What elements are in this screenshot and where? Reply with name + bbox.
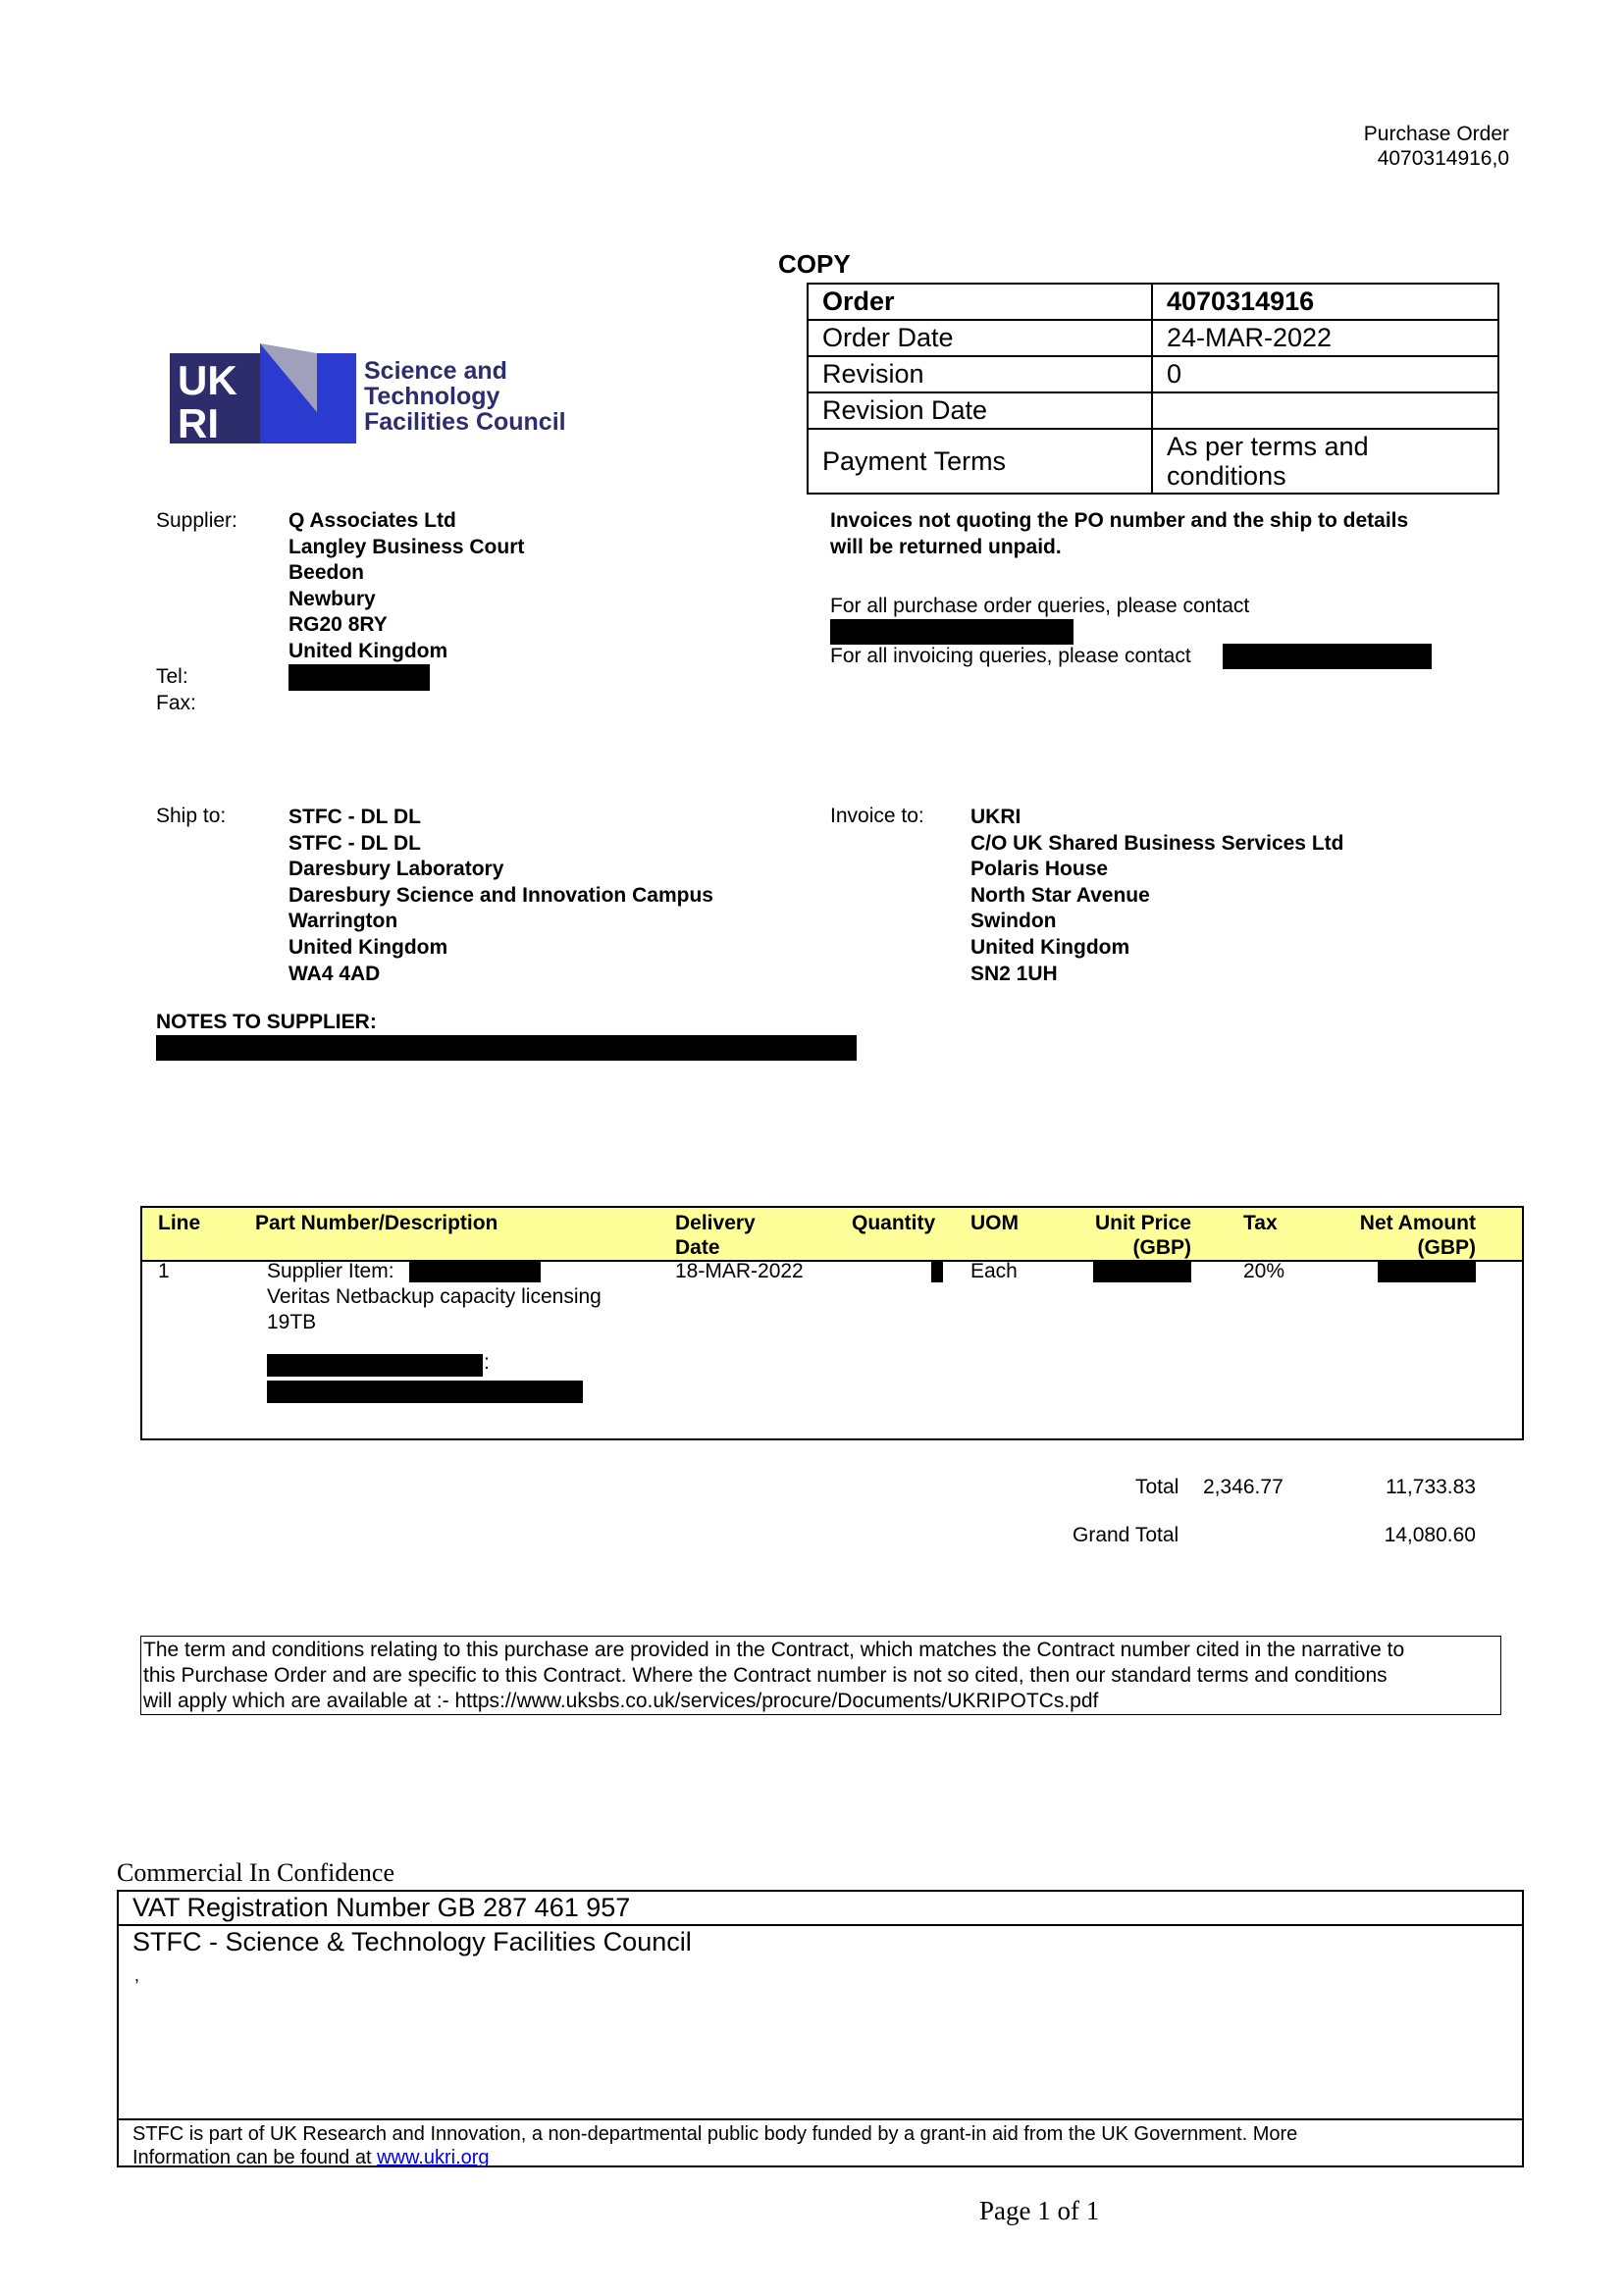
terms-line1: The term and conditions relating to this purchase are provided in the Contract, which matches the Contract number cited in the narrative to (143, 1639, 1405, 1661)
order-summary-box (807, 283, 1499, 495)
address-line: Newbury (288, 587, 376, 610)
footer-info (119, 2118, 1522, 2168)
col-delivery-line1: Delivery (675, 1212, 756, 1234)
footer-info-line1: STFC is part of UK Research and Innovation, a non-departmental public body funded by a grant-in aid from the UK Government. More (132, 2123, 1298, 2145)
address-line: RG20 8RY (288, 613, 388, 637)
row-description-2: 19TB (267, 1311, 317, 1333)
row-description-1: Veritas Netbackup capacity licensing (267, 1285, 602, 1308)
document-reference: 4070314916,0 (1377, 147, 1509, 170)
logo-line2: Technology (364, 383, 500, 410)
revision-date-key: Revision Date (808, 392, 1152, 429)
copy-label: COPY (778, 249, 851, 279)
line-items-table (140, 1206, 1524, 1440)
col-part: Part Number/Description (255, 1212, 498, 1234)
row-tax: 20% (1243, 1260, 1285, 1282)
revision-value: 0 (1152, 356, 1498, 392)
address-line: United Kingdom (970, 935, 1130, 959)
col-unit-price-line2: (GBP) (1132, 1236, 1191, 1259)
address-line: C/O UK Shared Business Services Ltd (970, 831, 1344, 855)
invoice-queries-text: For all invoicing queries, please contact (830, 645, 1191, 667)
redacted-net-amount (1378, 1261, 1476, 1282)
order-value: 4070314916 (1152, 284, 1498, 320)
footer-info-line2 (132, 2146, 1522, 2169)
address-line: Q Associates Ltd (288, 509, 456, 532)
order-date-value: 24-MAR-2022 (1152, 320, 1498, 356)
address-line: STFC - DL DL (288, 806, 421, 828)
redacted-tel (288, 664, 430, 691)
address-line: SN2 1UH (970, 962, 1058, 985)
order-date-key: Order Date (808, 320, 1152, 356)
address-line: United Kingdom (288, 639, 448, 662)
redacted-invoice-contact (1223, 644, 1432, 669)
po-queries-text: For all purchase order queries, please contact (830, 595, 1250, 617)
payment-terms-key: Payment Terms (808, 429, 1152, 494)
revision-date-row (808, 392, 1498, 429)
fax-label: Fax: (156, 692, 196, 714)
vat-registration: VAT Registration Number GB 287 461 957 (119, 1892, 1522, 1926)
order-key: Order (808, 284, 1152, 320)
footer-info-prefix: Information can be found at (132, 2147, 378, 2168)
document-header (1364, 122, 1509, 171)
row-delivery-date: 18-MAR-2022 (675, 1260, 804, 1282)
supplier-label: Supplier: (156, 509, 237, 532)
redacted-quantity (931, 1261, 943, 1282)
row-colon: : (484, 1351, 490, 1374)
col-unit-price (1085, 1211, 1191, 1260)
grand-total-value: 14,080.60 (1384, 1524, 1476, 1546)
revision-row (808, 356, 1498, 392)
organisation-name: STFC - Science & Technology Facilities Council (132, 1927, 692, 1956)
address-line: North Star Avenue (970, 883, 1150, 907)
terms-line3: will apply which are available at :- https://www.uksbs.co.uk/services/procure/Documents/UKRIPOTCs.pdf (143, 1690, 1099, 1712)
address-line: Langley Business Court (288, 535, 525, 558)
footer-box (117, 1890, 1524, 2167)
tel-label: Tel: (156, 665, 188, 688)
terms-box (140, 1636, 1501, 1715)
payment-terms-line1: As per terms and (1167, 432, 1369, 461)
col-tax: Tax (1243, 1212, 1278, 1234)
address-line: Warrington (288, 910, 398, 933)
total-tax: 2,346.77 (1203, 1476, 1283, 1498)
payment-terms-value (1152, 429, 1498, 494)
col-unit-price-line1: Unit Price (1094, 1212, 1191, 1234)
address-line: UKRI (970, 806, 1022, 828)
invoice-notice (830, 508, 1408, 560)
total-label: Total (1135, 1476, 1179, 1498)
address-line: STFC - DL DL (288, 831, 421, 855)
ship-to-label: Ship to: (156, 805, 227, 827)
commercial-in-confidence: Commercial In Confidence (117, 1858, 395, 1887)
logo-line3: Facilities Council (364, 408, 566, 436)
address-line: Beedon (288, 561, 365, 585)
order-row (808, 284, 1498, 320)
address-line: WA4 4AD (288, 962, 381, 985)
payment-terms-line2: conditions (1167, 461, 1286, 491)
footer-comma: , (134, 1965, 140, 1985)
payment-terms-row (808, 429, 1498, 494)
ukri-logo-icon (170, 343, 356, 451)
document-type: Purchase Order (1363, 123, 1509, 145)
redacted-desc-2 (267, 1381, 583, 1403)
logo-mark-top: UK (178, 357, 237, 403)
revision-key: Revision (808, 356, 1152, 392)
ukri-link[interactable]: www.ukri.org (377, 2147, 490, 2168)
logo-mark-bottom: RI (178, 400, 219, 446)
redacted-po-contact (830, 619, 1074, 645)
revision-date-value (1152, 392, 1498, 429)
col-net-line2: (GBP) (1417, 1236, 1476, 1259)
redacted-unit-price (1093, 1261, 1191, 1282)
logo-text (364, 358, 566, 435)
address-line: Swindon (970, 910, 1057, 933)
col-quantity: Quantity (852, 1212, 936, 1234)
supplier-address (288, 508, 524, 665)
page-number: Page 1 of 1 (979, 2196, 1100, 2225)
terms-line2: this Purchase Order and are specific to this Contract. Where the Contract number is not so cited, then our standard terms and conditions (143, 1664, 1388, 1687)
redacted-supplier-item (409, 1261, 541, 1282)
col-net-amount (1344, 1211, 1476, 1260)
ship-to-address (288, 805, 713, 987)
col-line: Line (158, 1212, 201, 1234)
notice-line2: will be returned unpaid. (830, 535, 1062, 558)
invoice-to-label: Invoice to: (830, 805, 924, 827)
order-date-row (808, 320, 1498, 356)
redacted-notes (156, 1035, 857, 1061)
notice-line1: Invoices not quoting the PO number and the ship to details (830, 509, 1409, 532)
col-uom: UOM (970, 1212, 1019, 1234)
redacted-desc-1 (267, 1354, 483, 1377)
grand-total-label: Grand Total (1073, 1524, 1179, 1546)
total-net: 11,733.83 (1386, 1476, 1476, 1498)
col-delivery-line2: Date (675, 1236, 720, 1259)
row-line-number: 1 (158, 1260, 170, 1282)
invoice-to-address (970, 805, 1343, 987)
col-net-line1: Net Amount (1359, 1212, 1476, 1234)
logo-line1: Science and (364, 357, 507, 385)
notes-to-supplier-label: NOTES TO SUPPLIER: (156, 1011, 377, 1033)
col-delivery (675, 1211, 756, 1260)
address-line: United Kingdom (288, 935, 448, 959)
line-items-header (142, 1208, 1522, 1262)
row-supplier-item-label: Supplier Item: (267, 1260, 394, 1282)
address-line: Daresbury Science and Innovation Campus (288, 883, 713, 907)
address-line: Daresbury Laboratory (288, 858, 504, 881)
row-uom: Each (970, 1260, 1018, 1282)
address-line: Polaris House (970, 858, 1109, 881)
